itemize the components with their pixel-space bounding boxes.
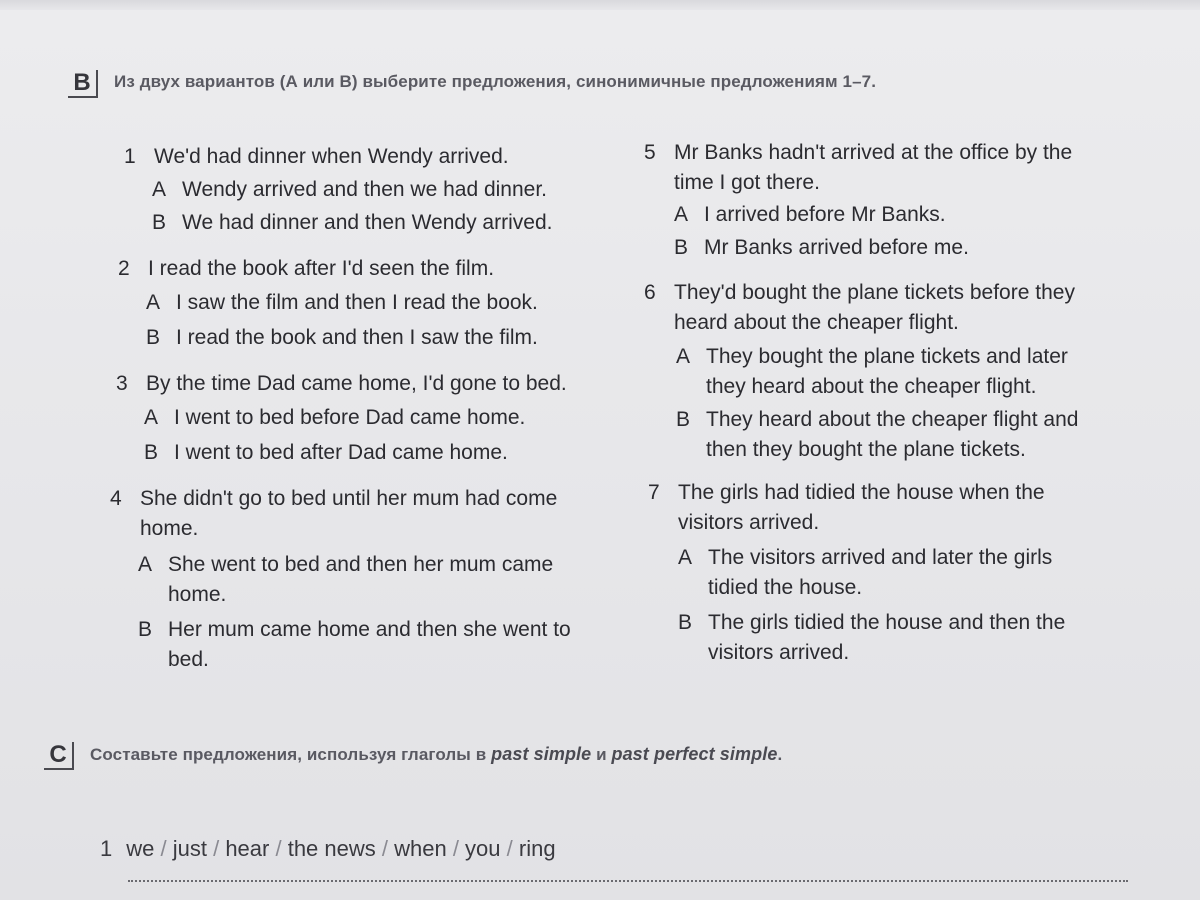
option-letter: B — [676, 408, 691, 431]
question-text-line: visitors arrived. — [678, 511, 820, 534]
option-text-line: I read the book and then I saw the film. — [176, 326, 538, 349]
c-item-number: 1 — [100, 836, 113, 861]
tense-past-perfect-simple: past perfect simple — [611, 744, 778, 764]
option-text-line: visitors arrived. — [708, 641, 850, 664]
slash-separator: / — [154, 836, 173, 861]
option-text-line: Wendy arrived and then we had dinner. — [182, 178, 548, 201]
question-number: 6 — [644, 281, 656, 304]
option-text-line: they heard about the cheaper flight. — [706, 375, 1037, 398]
option-letter: B — [152, 211, 167, 234]
option-text-line: bed. — [168, 648, 209, 671]
option-letter: A — [144, 406, 159, 429]
section-b-instruction: Из двух вариантов (А или В) выберите предложения, синонимичные предложениям 1–7. — [114, 72, 877, 91]
option-letter: B — [144, 441, 159, 464]
option-text-line: I went to bed after Dad came home. — [174, 441, 508, 464]
question-text-line: heard about the cheaper flight. — [674, 311, 959, 334]
question-text-line: home. — [140, 517, 199, 540]
question-text-line: They'd bought the plane tickets before they — [674, 281, 1075, 304]
answer-line[interactable] — [128, 880, 1128, 882]
c-word: we — [126, 836, 155, 861]
slash-separator: / — [206, 836, 226, 861]
option-text-line: They heard about the cheaper flight and — [706, 408, 1079, 431]
slash-separator: / — [269, 836, 288, 861]
question-text-line: By the time Dad came home, I'd gone to bed. — [146, 372, 567, 395]
option-text-line: We had dinner and then Wendy arrived. — [182, 211, 553, 234]
option-letter: A — [138, 553, 153, 576]
slash-separator: / — [375, 836, 395, 861]
option-text-line: They bought the plane tickets and later — [706, 345, 1068, 368]
section-c-instruction-pre: Составьте предложения, используя глаголы в — [90, 745, 492, 764]
option-text-line: I saw the film and then I read the book. — [176, 291, 538, 314]
option-text-line: tidied the house. — [708, 576, 863, 599]
option-letter: A — [676, 345, 691, 368]
option-letter: B — [674, 236, 689, 259]
option-text-line: Her mum came home and then she went to — [168, 618, 571, 641]
section-c-instruction-mid: и — [591, 745, 612, 764]
section-c-instruction-post: . — [777, 745, 783, 764]
option-text-line: I arrived before Mr Banks. — [704, 203, 946, 226]
option-letter: B — [138, 618, 153, 641]
question-number: 3 — [116, 372, 128, 395]
option-letter: A — [152, 178, 167, 201]
option-text-line: Mr Banks arrived before me. — [704, 236, 969, 259]
option-letter: A — [674, 203, 689, 226]
question-number: 7 — [648, 481, 660, 504]
slash-separator: / — [446, 836, 466, 861]
section-c-instruction — [90, 742, 782, 767]
question-text-line: Mr Banks hadn't arrived at the office by the — [674, 141, 1073, 164]
question-number: 1 — [124, 145, 136, 168]
option-letter: B — [678, 611, 693, 634]
c-word: the news — [287, 836, 376, 861]
c-word: you — [465, 836, 501, 861]
section-c-header — [44, 742, 782, 770]
section-c-label: C — [44, 742, 74, 770]
question-text-line: The girls had tidied the house when the — [678, 481, 1045, 504]
option-letter: B — [146, 326, 161, 349]
section-c-item — [100, 834, 556, 864]
previous-page-edge — [0, 0, 1200, 10]
slash-separator: / — [500, 836, 519, 861]
option-text-line: I went to bed before Dad came home. — [174, 406, 526, 429]
question-number: 5 — [644, 141, 656, 164]
question-text-line: She didn't go to bed until her mum had come — [140, 487, 558, 510]
section-b-header — [68, 70, 876, 98]
option-text-line: The visitors arrived and later the girls — [708, 546, 1053, 569]
tense-past-simple: past simple — [491, 744, 592, 764]
c-word: when — [394, 836, 447, 861]
c-word: hear — [225, 836, 270, 861]
c-word: just — [172, 836, 207, 861]
question-text-line: We'd had dinner when Wendy arrived. — [154, 145, 509, 168]
option-text-line: The girls tidied the house and then the — [708, 611, 1066, 634]
option-letter: A — [678, 546, 693, 569]
question-number: 4 — [110, 487, 122, 510]
question-text-line: I read the book after I'd seen the film. — [148, 257, 495, 280]
question-number: 2 — [118, 257, 130, 280]
option-text-line: then they bought the plane tickets. — [706, 438, 1026, 461]
c-word: ring — [518, 836, 556, 861]
section-b-label: B — [68, 70, 98, 98]
option-letter: A — [146, 291, 161, 314]
option-text-line: She went to bed and then her mum came — [168, 553, 554, 576]
question-text-line: time I got there. — [674, 171, 820, 194]
option-text-line: home. — [168, 583, 227, 606]
